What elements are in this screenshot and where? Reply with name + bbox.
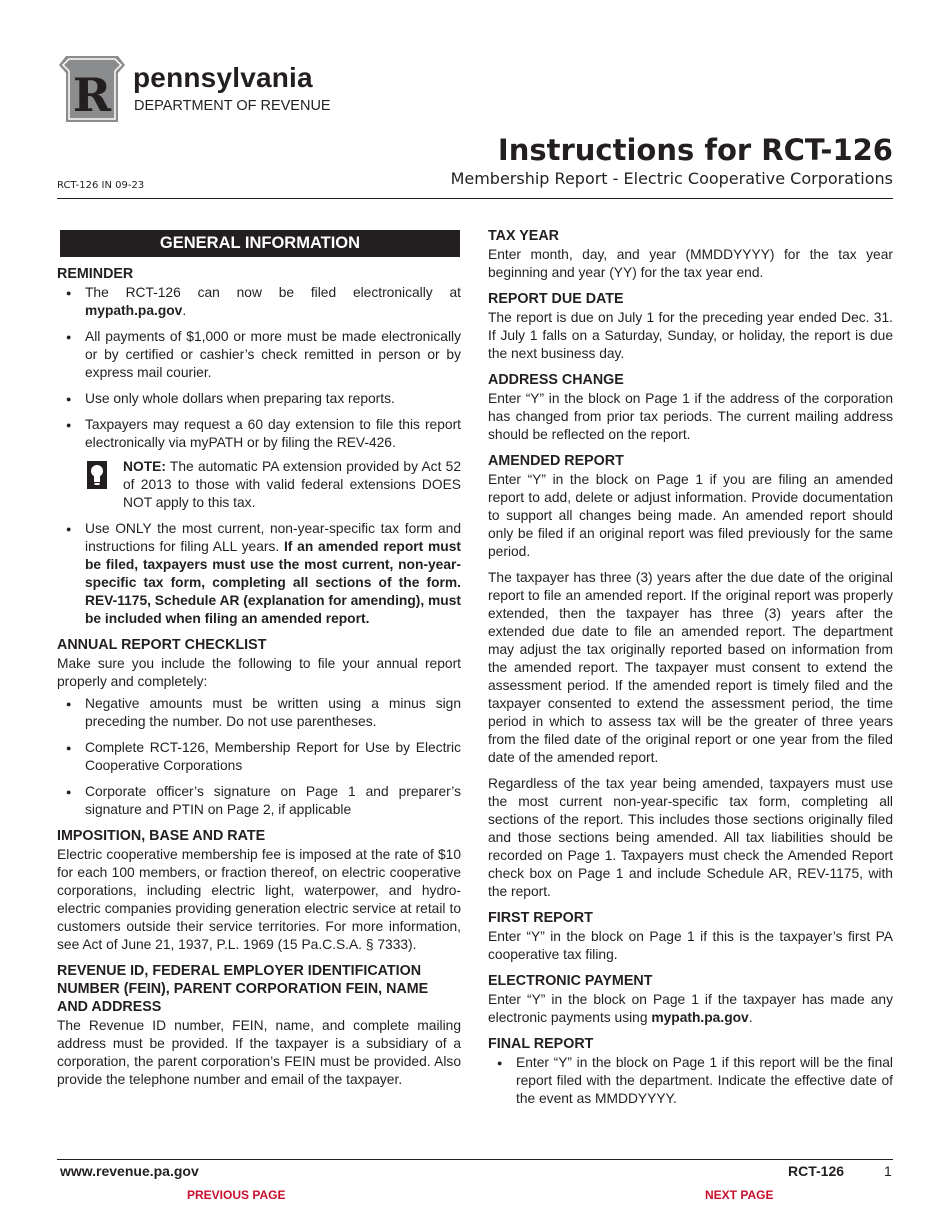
brand-name: pennsylvania [133, 62, 313, 93]
note-text: The automatic PA extension provided by Act 52 of 2013 to those with valid federal extensions DOES NOT apply to this tax. [123, 459, 461, 510]
note-box [57, 458, 461, 512]
address-change-heading: ADDRESS CHANGE [488, 372, 624, 388]
checklist-heading: ANNUAL REPORT CHECKLIST [57, 637, 267, 653]
mypath-link[interactable]: mypath.pa.gov [85, 303, 183, 318]
amended-p3: Regardless of the tax year being amended, taxpayers must use the most current non-year-specific tax form, completing all sections of the report. This includes those sections originally filed and those sections being amended. All tax liabilities should be recorded on Page 1. Taxpayers must check the Amended Report check box on Page 1 and include Schedule AR, REV-1175, with the report. [488, 776, 893, 899]
mypath-link[interactable]: mypath.pa.gov [651, 1010, 749, 1025]
section-title: GENERAL INFORMATION [60, 230, 460, 257]
lightbulb-icon [87, 461, 107, 489]
list-item: ● Complete RCT-126, Membership Report for Use by Electric Cooperative Corporations [57, 739, 461, 775]
list-item: ● Taxpayers may request a 60 day extension to file this report electronically via myPATH or by filing the REV-426. [57, 416, 461, 452]
reminder-list-2 [57, 520, 461, 628]
address-change-text: Enter “Y” in the block on Page 1 if the address of the corporation has changed from prior tax periods. The current mailing address should be reflected on the report. [488, 391, 893, 442]
due-date-heading: REPORT DUE DATE [488, 291, 624, 307]
previous-page-link[interactable]: PREVIOUS PAGE [187, 1188, 286, 1202]
page-title: Instructions for RCT-126 [497, 133, 893, 167]
tax-year-heading: TAX YEAR [488, 228, 559, 244]
footer-divider [57, 1159, 893, 1160]
imposition-heading: IMPOSITION, BASE AND RATE [57, 828, 266, 844]
reminder-list [57, 284, 461, 452]
list-item: ● Use ONLY the most current, non-year-specific tax form and instructions for filing ALL years. If an amended report must be filed, taxpayers must use the most current, non-year-specific tax form, completing all sections of the form. REV-1175, Schedule AR (explanation for amending), must be included when filing an amended report. [57, 520, 461, 628]
final-report-heading: FINAL REPORT [488, 1036, 594, 1052]
list-item: ● Negative amounts must be written using a minus sign preceding the number. Do not use parentheses. [57, 695, 461, 731]
amended-p1: Enter “Y” in the block on Page 1 if you are filing an amended report to add, delete or adjust information. Provide documentation to support all changes being made. An amended report should only be filed if an original report was filed previously for the same period. [488, 472, 893, 559]
revenue-id-text: The Revenue ID number, FEIN, name, and complete mailing address must be provided. If the taxpayer is a subsidiary of a corporation, the parent corporation’s FEIN must be provided. Also provide the telephone number and email of the taxpayer. [57, 1018, 461, 1087]
first-report-heading: FIRST REPORT [488, 910, 593, 926]
list-item: ● Corporate officer’s signature on Page 1 and preparer’s signature and PTIN on Page 2, if applicable [57, 783, 461, 819]
page-number: 1 [884, 1163, 892, 1179]
left-column [57, 226, 461, 1089]
revenue-id-heading: REVENUE ID, FEDERAL EMPLOYER IDENTIFICATION NUMBER (FEIN), PARENT CORPORATION FEIN, NAME AND ADDRESS [57, 963, 429, 1015]
final-report-list [488, 1054, 893, 1108]
checklist-intro: Make sure you include the following to file your annual report properly and completely: [57, 656, 461, 689]
tax-year-text: Enter month, day, and year (MMDDYYYY) for the tax year beginning and year (YY) for the tax year end. [488, 247, 893, 280]
brand-department: DEPARTMENT OF REVENUE [134, 98, 331, 114]
amended-heading: AMENDED REPORT [488, 453, 624, 469]
footer-url[interactable]: www.revenue.pa.gov [60, 1163, 199, 1179]
checklist-list [57, 695, 461, 819]
amended-p2: The taxpayer has three (3) years after the due date of the original report to file an amended report. If the original report was properly extended, then the taxpayer has three (3) years after the extended due date to file an amended report. The department may adjust the tax originally reported based on information from the amended report. The taxpayer must consent to extend the assessment period. If the amended report is timely filed and the taxpayer consented to extend the assessment period, the time period in which to assess tax will be the greater of three years from the filed date of the original report or one year from the filed date of the amended report. [488, 570, 893, 765]
logo-letter: R [72, 68, 112, 122]
keystone-logo [57, 54, 127, 124]
right-column [488, 227, 893, 1116]
header-divider [57, 198, 893, 199]
reminder-heading: REMINDER [57, 266, 134, 282]
electronic-payment-heading: ELECTRONIC PAYMENT [488, 973, 653, 989]
imposition-text: Electric cooperative membership fee is imposed at the rate of $10 for each 100 members, or fraction thereof, on electric cooperative corporations, including electric light, waterpower, and hydro-electric companies providing generation electric service at retail to customers outside their service territories. For more information, see Act of June 21, 1937, P.L. 1969 (15 Pa.C.S.A. § 7333). [57, 847, 461, 952]
list-item: ● The RCT-126 can now be filed electronically at mypath.pa.gov. [57, 284, 461, 320]
footer-form-code: RCT-126 [788, 1163, 845, 1179]
next-page-link[interactable]: NEXT PAGE [705, 1188, 774, 1202]
list-item: ● All payments of $1,000 or more must be made electronically or by certified or cashier’s check remitted in person or by express mail courier. [57, 328, 461, 382]
first-report-text: Enter “Y” in the block on Page 1 if this is the taxpayer’s first PA cooperative tax filing. [488, 929, 893, 962]
page-subtitle: Membership Report - Electric Cooperative Corporations [450, 169, 893, 188]
list-item: ● Enter “Y” in the block on Page 1 if this report will be the final report filed with the department. Indicate the effective date of the event as MMDDYYYY. [488, 1054, 893, 1108]
due-date-text: The report is due on July 1 for the preceding year ended Dec. 31. If July 1 falls on a Saturday, Sunday, or holiday, the report is due the next business day. [488, 310, 893, 361]
list-item: ● Use only whole dollars when preparing tax reports. [57, 390, 461, 408]
electronic-payment-text: Enter “Y” in the block on Page 1 if the taxpayer has made any electronic payments using mypath.pa.gov. [488, 992, 893, 1025]
note-label: NOTE: [123, 459, 166, 474]
form-code: RCT-126 IN 09-23 [57, 180, 145, 191]
